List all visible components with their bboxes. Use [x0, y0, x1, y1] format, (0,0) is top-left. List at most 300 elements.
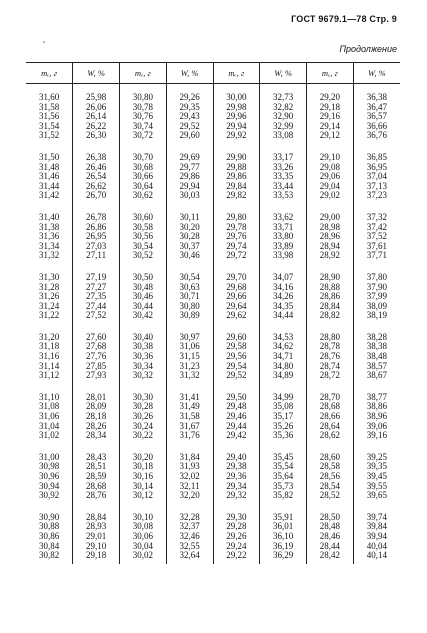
cell-moisture: 30,97 — [166, 324, 213, 343]
cell-mass: 31,52 — [39, 130, 60, 141]
cell-moisture: 37,04 — [353, 172, 400, 182]
cell-mass: 29,36 — [213, 472, 260, 482]
cell-mass: 30,66 — [120, 172, 167, 182]
cell-moisture: 26,14 — [73, 112, 120, 122]
cell-moisture: 39,06 — [353, 422, 400, 432]
cell-moisture: 39,74 — [353, 504, 400, 523]
cell-mass: 29,92 — [213, 131, 260, 144]
cell-moisture: 29,43 — [166, 112, 213, 122]
cell-mass: 30,68 — [120, 163, 167, 173]
cell-mass: 29,62 — [213, 311, 260, 324]
cell-mass: 30,16 — [120, 472, 167, 482]
cell-moisture: 39,94 — [353, 532, 400, 542]
cell-moisture: 31,06 — [166, 342, 213, 352]
cell-moisture: 27,68 — [73, 342, 120, 352]
cell-mass: 31,46 — [39, 171, 60, 182]
cell-mass: 31,44 — [39, 180, 60, 191]
cell-moisture: 37,90 — [353, 283, 400, 293]
cell-moisture: 29,26 — [166, 84, 213, 103]
cell-mass: 29,10 — [307, 144, 354, 163]
cell-mass: 28,74 — [307, 362, 354, 372]
table-row — [26, 251, 400, 264]
cell-mass: 29,56 — [213, 352, 260, 362]
cell-moisture: 25,98 — [73, 84, 120, 103]
cell-mass: 29,02 — [307, 191, 354, 204]
table-row — [26, 491, 400, 504]
column-header-mass: mₑ, г — [120, 63, 167, 84]
cell-mass: 30,10 — [120, 504, 167, 523]
cell-mass: 29,66 — [213, 292, 260, 302]
cell-mass: 30,74 — [120, 122, 167, 132]
cell-moisture: 30,63 — [166, 283, 213, 293]
cell-mass: 30,62 — [120, 191, 167, 204]
column-header-mass: mₑ, г — [307, 63, 354, 84]
cell-moisture: 29,01 — [73, 532, 120, 542]
table-row — [26, 472, 400, 482]
cell-mass: 29,80 — [213, 204, 260, 223]
cell-mass: 30,24 — [120, 422, 167, 432]
cell-mass: 30,20 — [120, 444, 167, 463]
cell-mass: 28,92 — [307, 251, 354, 264]
cell-moisture: 27,35 — [73, 292, 120, 302]
cell-mass: 31,20 — [39, 331, 60, 342]
cell-moisture: 28,51 — [73, 462, 120, 472]
cell-mass: 29,40 — [213, 444, 260, 463]
cell-moisture: 36,10 — [260, 532, 307, 542]
cell-mass: 29,78 — [213, 223, 260, 233]
continuation-label: Продолжение — [339, 44, 397, 54]
cell-moisture: 32,37 — [166, 522, 213, 532]
cell-moisture: 28,93 — [73, 522, 120, 532]
cell-moisture: 27,85 — [73, 362, 120, 372]
cell-mass: 31,26 — [39, 291, 60, 302]
cell-moisture: 38,38 — [353, 342, 400, 352]
table-row — [26, 371, 400, 384]
table-row — [26, 223, 400, 233]
cell-mass: 30,28 — [120, 402, 167, 412]
cell-mass: 29,08 — [307, 163, 354, 173]
cell-mass: 29,88 — [213, 163, 260, 173]
table-row — [26, 292, 400, 302]
cell-moisture: 33,89 — [260, 242, 307, 252]
cell-mass: 30,04 — [120, 542, 167, 552]
table-row — [26, 242, 400, 252]
cell-mass: 30,26 — [120, 412, 167, 422]
cell-moisture: 40,14 — [353, 551, 400, 564]
cell-moisture: 36,38 — [353, 84, 400, 103]
cell-moisture: 26,22 — [73, 122, 120, 132]
cell-moisture: 39,25 — [353, 444, 400, 463]
table-row — [26, 352, 400, 362]
cell-mass: 29,22 — [213, 551, 260, 564]
cell-moisture: 28,09 — [73, 402, 120, 412]
cell-mass: 28,54 — [307, 482, 354, 492]
cell-mass: 29,14 — [307, 122, 354, 132]
cell-mass: 31,38 — [39, 221, 60, 232]
cell-mass: 30,48 — [120, 283, 167, 293]
cell-moisture: 32,02 — [166, 472, 213, 482]
page-header: ГОСТ 9679.1—78 Стр. 9 — [291, 14, 397, 24]
cell-mass: 28,46 — [307, 532, 354, 542]
cell-moisture: 29,60 — [166, 131, 213, 144]
cell-moisture: 35,73 — [260, 482, 307, 492]
cell-moisture: 38,77 — [353, 384, 400, 403]
cell-moisture: 38,09 — [353, 302, 400, 312]
cell-mass: 31,50 — [39, 151, 60, 162]
cell-mass: 28,88 — [307, 283, 354, 293]
cell-moisture: 34,44 — [260, 311, 307, 324]
cell-moisture: 34,62 — [260, 342, 307, 352]
table-row — [26, 122, 400, 132]
cell-moisture: 39,84 — [353, 522, 400, 532]
cell-moisture: 35,91 — [260, 504, 307, 523]
cell-moisture: 31,49 — [166, 402, 213, 412]
table-row — [26, 163, 400, 173]
cell-moisture: 39,55 — [353, 482, 400, 492]
cell-mass: 28,72 — [307, 371, 354, 384]
cell-mass: 31,48 — [39, 161, 60, 172]
cell-moisture: 30,37 — [166, 242, 213, 252]
cell-mass: 29,84 — [213, 182, 260, 192]
cell-moisture: 31,67 — [166, 422, 213, 432]
cell-moisture: 39,35 — [353, 462, 400, 472]
cell-mass: 28,68 — [307, 402, 354, 412]
cell-mass: 30,38 — [120, 342, 167, 352]
cell-moisture: 29,18 — [73, 551, 120, 564]
cell-moisture: 30,80 — [166, 302, 213, 312]
cell-moisture: 39,16 — [353, 431, 400, 444]
table-row — [26, 204, 400, 223]
cell-mass: 31,28 — [39, 281, 60, 292]
table-row — [26, 542, 400, 552]
table-row — [26, 431, 400, 444]
cell-moisture: 28,01 — [73, 384, 120, 403]
cell-moisture: 32,20 — [166, 491, 213, 504]
cell-moisture: 39,65 — [353, 491, 400, 504]
cell-mass: 30,42 — [120, 311, 167, 324]
cell-mass: 29,20 — [307, 84, 354, 103]
table-row — [26, 384, 400, 403]
table-row — [26, 103, 400, 113]
cell-moisture: 36,85 — [353, 144, 400, 163]
cell-moisture: 33,17 — [260, 144, 307, 163]
cell-mass: 31,12 — [39, 370, 60, 381]
cell-mass: 30,52 — [120, 251, 167, 264]
cell-moisture: 34,07 — [260, 264, 307, 283]
cell-mass: 28,66 — [307, 412, 354, 422]
cell-moisture: 38,86 — [353, 402, 400, 412]
table-row — [26, 522, 400, 532]
cell-moisture: 34,99 — [260, 384, 307, 403]
cell-mass: 31,54 — [39, 120, 60, 131]
cell-mass: 30,34 — [120, 362, 167, 372]
cell-moisture: 28,59 — [73, 472, 120, 482]
cell-mass: 30,78 — [120, 103, 167, 113]
cell-mass: 31,16 — [39, 351, 60, 362]
cell-mass: 29,46 — [213, 412, 260, 422]
cell-mass: 30,70 — [120, 144, 167, 163]
cell-moisture: 26,46 — [73, 163, 120, 173]
cell-moisture: 37,71 — [353, 251, 400, 264]
column-header-moisture: W, % — [353, 63, 400, 84]
cell-mass: 31,02 — [39, 430, 60, 441]
cell-mass: 29,42 — [213, 431, 260, 444]
cell-mass: 30,50 — [120, 264, 167, 283]
cell-mass: 29,48 — [213, 402, 260, 412]
cell-mass: 29,68 — [213, 283, 260, 293]
cell-mass: 28,52 — [307, 491, 354, 504]
cell-mass: 29,26 — [213, 532, 260, 542]
cell-moisture: 35,36 — [260, 431, 307, 444]
cell-mass: 31,36 — [39, 231, 60, 242]
cell-mass: 30,08 — [120, 522, 167, 532]
table-row — [26, 84, 400, 103]
cell-mass: 28,70 — [307, 384, 354, 403]
table-row — [26, 172, 400, 182]
cell-moisture: 26,86 — [73, 223, 120, 233]
cell-mass: 31,08 — [39, 401, 60, 412]
cell-moisture: 40,04 — [353, 542, 400, 552]
cell-mass: 29,38 — [213, 462, 260, 472]
table-row — [26, 532, 400, 542]
table-row — [26, 444, 400, 463]
cell-moisture: 27,19 — [73, 264, 120, 283]
table-row — [26, 482, 400, 492]
cell-mass: 28,98 — [307, 223, 354, 233]
cell-moisture: 29,86 — [166, 172, 213, 182]
cell-mass: 28,84 — [307, 302, 354, 312]
cell-mass: 30,46 — [120, 292, 167, 302]
cell-moisture: 31,93 — [166, 462, 213, 472]
cell-mass: 31,40 — [39, 211, 60, 222]
cell-moisture: 31,15 — [166, 352, 213, 362]
cell-moisture: 28,68 — [73, 482, 120, 492]
table-row — [26, 551, 400, 564]
cell-moisture: 35,08 — [260, 402, 307, 412]
cell-moisture: 28,18 — [73, 412, 120, 422]
cell-moisture: 31,58 — [166, 412, 213, 422]
cell-mass: 29,74 — [213, 242, 260, 252]
cell-moisture: 33,71 — [260, 223, 307, 233]
cell-moisture: 30,89 — [166, 311, 213, 324]
cell-mass: 30,40 — [120, 324, 167, 343]
cell-mass: 28,94 — [307, 242, 354, 252]
cell-mass: 29,82 — [213, 191, 260, 204]
table-row — [26, 131, 400, 144]
cell-mass: 31,10 — [39, 391, 60, 402]
cell-moisture: 36,47 — [353, 103, 400, 113]
cell-mass: 30,90 — [39, 511, 60, 522]
cell-moisture: 26,62 — [73, 182, 120, 192]
cell-mass: 28,64 — [307, 422, 354, 432]
cell-mass: 28,80 — [307, 324, 354, 343]
cell-moisture: 29,52 — [166, 122, 213, 132]
cell-moisture: 29,10 — [73, 542, 120, 552]
cell-mass: 30,06 — [120, 532, 167, 542]
cell-moisture: 34,71 — [260, 352, 307, 362]
cell-mass: 28,58 — [307, 462, 354, 472]
cell-moisture: 30,46 — [166, 251, 213, 264]
cell-moisture: 32,82 — [260, 103, 307, 113]
cell-moisture: 31,84 — [166, 444, 213, 463]
cell-mass: 30,32 — [120, 371, 167, 384]
table-row — [26, 144, 400, 163]
cell-moisture: 34,80 — [260, 362, 307, 372]
cell-mass: 29,52 — [213, 371, 260, 384]
cell-mass: 28,90 — [307, 264, 354, 283]
cell-mass: 29,32 — [213, 491, 260, 504]
cell-moisture: 27,52 — [73, 311, 120, 324]
cell-mass: 28,48 — [307, 522, 354, 532]
cell-moisture: 26,78 — [73, 204, 120, 223]
cell-moisture: 28,76 — [73, 491, 120, 504]
cell-moisture: 28,26 — [73, 422, 120, 432]
cell-moisture: 37,80 — [353, 264, 400, 283]
cell-moisture: 33,35 — [260, 172, 307, 182]
cell-moisture: 35,45 — [260, 444, 307, 463]
cell-moisture: 28,43 — [73, 444, 120, 463]
cell-moisture: 29,69 — [166, 144, 213, 163]
cell-moisture: 27,44 — [73, 302, 120, 312]
cell-moisture: 39,45 — [353, 472, 400, 482]
cell-mass: 30,86 — [39, 530, 60, 541]
cell-mass: 29,76 — [213, 232, 260, 242]
cell-moisture: 36,19 — [260, 542, 307, 552]
cell-moisture: 30,20 — [166, 223, 213, 233]
cell-moisture: 35,26 — [260, 422, 307, 432]
cell-moisture: 29,77 — [166, 163, 213, 173]
cell-moisture: 38,96 — [353, 412, 400, 422]
table-row — [26, 311, 400, 324]
cell-moisture: 26,54 — [73, 172, 120, 182]
cell-mass: 29,96 — [213, 112, 260, 122]
cell-mass: 29,12 — [307, 131, 354, 144]
cell-moisture: 26,06 — [73, 103, 120, 113]
table-row — [26, 462, 400, 472]
cell-mass: 30,54 — [120, 242, 167, 252]
cell-moisture: 31,23 — [166, 362, 213, 372]
cell-mass: 30,72 — [120, 131, 167, 144]
cell-mass: 28,62 — [307, 431, 354, 444]
cell-mass: 29,44 — [213, 422, 260, 432]
cell-moisture: 32,73 — [260, 84, 307, 103]
moisture-table — [26, 62, 400, 564]
cell-moisture: 36,95 — [353, 163, 400, 173]
cell-mass: 30,60 — [120, 204, 167, 223]
cell-mass: 30,44 — [120, 302, 167, 312]
cell-moisture: 33,80 — [260, 232, 307, 242]
cell-mass: 29,34 — [213, 482, 260, 492]
cell-mass: 31,58 — [39, 101, 60, 112]
cell-moisture: 27,11 — [73, 251, 120, 264]
table-row — [26, 412, 400, 422]
cell-moisture: 32,55 — [166, 542, 213, 552]
cell-mass: 29,18 — [307, 103, 354, 113]
cell-mass: 30,58 — [120, 223, 167, 233]
cell-moisture: 35,17 — [260, 412, 307, 422]
cell-mass: 31,56 — [39, 111, 60, 122]
cell-mass: 29,72 — [213, 251, 260, 264]
cell-mass: 29,50 — [213, 384, 260, 403]
table-row — [26, 283, 400, 293]
cell-mass: 29,58 — [213, 342, 260, 352]
cell-mass: 31,00 — [39, 451, 60, 462]
cell-moisture: 36,29 — [260, 551, 307, 564]
cell-moisture: 34,89 — [260, 371, 307, 384]
cell-moisture: 32,46 — [166, 532, 213, 542]
column-header-moisture: W, % — [73, 63, 120, 84]
cell-mass: 30,94 — [39, 480, 60, 491]
cell-moisture: 37,42 — [353, 223, 400, 233]
cell-mass: 29,98 — [213, 103, 260, 113]
cell-mass: 30,36 — [120, 352, 167, 362]
cell-moisture: 34,16 — [260, 283, 307, 293]
cell-mass: 29,28 — [213, 522, 260, 532]
cell-moisture: 33,26 — [260, 163, 307, 173]
cell-moisture: 38,19 — [353, 311, 400, 324]
cell-mass: 30,02 — [120, 551, 167, 564]
cell-mass: 30,30 — [120, 384, 167, 403]
cell-moisture: 30,11 — [166, 204, 213, 223]
cell-mass: 29,60 — [213, 324, 260, 343]
cell-mass: 31,14 — [39, 360, 60, 371]
cell-moisture: 34,26 — [260, 292, 307, 302]
cell-moisture: 37,61 — [353, 242, 400, 252]
cell-moisture: 27,27 — [73, 283, 120, 293]
cell-mass: 31,04 — [39, 420, 60, 431]
column-header-mass: mₑ, г — [213, 63, 260, 84]
cell-moisture: 30,71 — [166, 292, 213, 302]
cell-mass: 28,42 — [307, 551, 354, 564]
cell-mass: 30,80 — [120, 84, 167, 103]
cell-mass: 29,30 — [213, 504, 260, 523]
cell-moisture: 28,84 — [73, 504, 120, 523]
cell-mass: 30,22 — [120, 431, 167, 444]
cell-mass: 29,54 — [213, 362, 260, 372]
cell-mass: 29,04 — [307, 182, 354, 192]
cell-moisture: 36,01 — [260, 522, 307, 532]
cell-mass: 31,42 — [39, 190, 60, 201]
cell-mass: 29,90 — [213, 144, 260, 163]
cell-moisture: 29,94 — [166, 182, 213, 192]
cell-moisture: 36,57 — [353, 112, 400, 122]
cell-mass: 30,96 — [39, 471, 60, 481]
cell-moisture: 30,54 — [166, 264, 213, 283]
cell-moisture: 32,28 — [166, 504, 213, 523]
column-header-mass: mₑ, г — [26, 63, 73, 84]
cell-mass: 29,00 — [307, 204, 354, 223]
table-row — [26, 324, 400, 343]
cell-moisture: 38,48 — [353, 352, 400, 362]
cell-moisture: 36,76 — [353, 131, 400, 144]
cell-mass: 31,24 — [39, 300, 60, 311]
table-row — [26, 302, 400, 312]
table-row — [26, 112, 400, 122]
cell-mass: 30,12 — [120, 491, 167, 504]
cell-moisture: 27,76 — [73, 352, 120, 362]
cell-moisture: 27,03 — [73, 242, 120, 252]
cell-mass: 31,34 — [39, 240, 60, 251]
cell-mass: 28,50 — [307, 504, 354, 523]
cell-moisture: 37,32 — [353, 204, 400, 223]
cell-moisture: 37,13 — [353, 182, 400, 192]
cell-moisture: 38,28 — [353, 324, 400, 343]
table-row — [26, 232, 400, 242]
cell-moisture: 31,32 — [166, 371, 213, 384]
cell-mass: 28,78 — [307, 342, 354, 352]
cell-mass: 31,60 — [39, 92, 60, 102]
cell-mass: 30,18 — [120, 462, 167, 472]
